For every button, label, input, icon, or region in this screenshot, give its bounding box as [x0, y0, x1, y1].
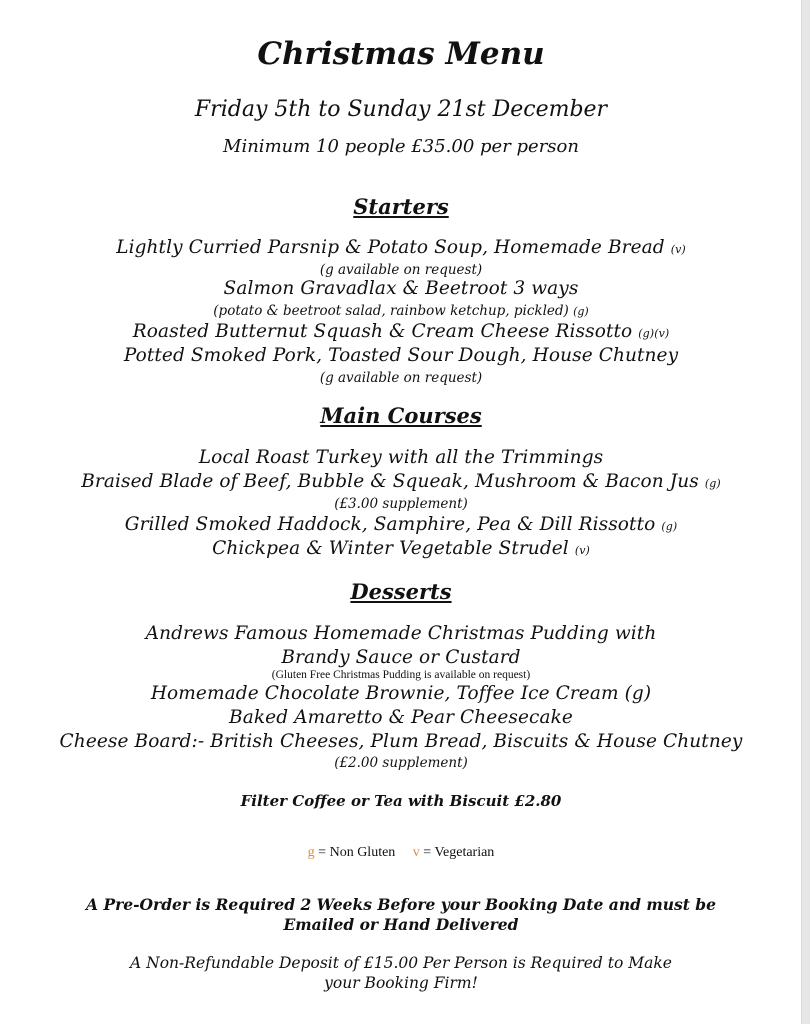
menu-dates: Friday 5th to Sunday 21st December: [194, 97, 608, 122]
legend-g-label: Non Gluten: [329, 845, 396, 860]
starter-item-3-tag: (g)(v): [638, 327, 670, 340]
main-item-2-note: (£3.00 supplement): [334, 496, 468, 512]
menu-title: Christmas Menu: [257, 36, 545, 72]
main-item-4-tag: (v): [574, 544, 590, 557]
dessert-item-2: [0, 683, 802, 704]
dessert-item-1-line2: Brandy Sauce or Custard: [281, 647, 521, 668]
main-item-4-label: Chickpea & Winter Vegetable Strudel: [212, 538, 569, 559]
starter-item-2: Salmon Gravadlax & Beetroot 3 ways: [223, 278, 579, 299]
dessert-item-1-note: (Gluten Free Christmas Pudding is available on request): [271, 669, 531, 681]
dietary-legend: [0, 845, 802, 861]
dessert-item-2-tag: (g): [624, 683, 652, 704]
deposit-line-1: A Non-Refundable Deposit of £15.00 Per Person is Required to Make: [130, 954, 672, 972]
main-item-2: [0, 471, 802, 492]
coffee-line: Filter Coffee or Tea with Biscuit £2.80: [240, 792, 562, 810]
mains-heading: Main Courses: [320, 403, 482, 428]
desserts-heading: Desserts: [350, 579, 452, 604]
legend-v-symbol: v: [412, 845, 420, 860]
preorder-line-2: Emailed or Hand Delivered: [283, 915, 519, 934]
legend-g-symbol: g: [307, 845, 315, 860]
starter-item-4: Potted Smoked Pork, Toasted Sour Dough, House Chutney: [123, 345, 679, 366]
main-item-4: [0, 538, 802, 559]
starter-item-1-note: (g available on request): [319, 262, 483, 278]
starter-item-1-label: Lightly Curried Parsnip & Potato Soup, Homemade Bread: [116, 237, 665, 258]
main-item-1: Local Roast Turkey with all the Trimmings: [198, 447, 604, 468]
main-item-2-label: Braised Blade of Beef, Bubble & Squeak, Mushroom & Bacon Jus: [81, 471, 699, 492]
starter-item-4-note: (g available on request): [319, 370, 483, 386]
main-item-3-label: Grilled Smoked Haddock, Samphire, Pea & Dill Rissotto: [124, 514, 656, 535]
starter-item-3-label: Roasted Butternut Squash & Cream Cheese Rissotto: [132, 321, 633, 342]
starter-item-2-tag: (g): [573, 305, 589, 318]
page-edge: [801, 0, 810, 1024]
starter-item-1: [0, 237, 802, 258]
starter-item-2-note-text: (potato & beetroot salad, rainbow ketchup, pickled): [213, 303, 569, 319]
main-item-2-tag: (g): [704, 477, 721, 490]
main-item-3-tag: (g): [661, 520, 678, 533]
legend-g-equals: =: [318, 845, 327, 860]
legend-v-equals: =: [423, 845, 432, 860]
preorder-line-1: A Pre-Order is Required 2 Weeks Before your Booking Date and must be: [86, 895, 716, 914]
legend-v-label: Vegetarian: [434, 845, 495, 860]
dessert-item-4-note: (£2.00 supplement): [334, 755, 468, 771]
starter-item-1-tag: (v): [670, 243, 686, 256]
dessert-item-3: Baked Amaretto & Pear Cheesecake: [229, 707, 573, 728]
dessert-item-4: Cheese Board:- British Cheeses, Plum Bread, Biscuits & House Chutney: [59, 731, 743, 752]
dessert-item-1-line1: Andrews Famous Homemade Christmas Pudding with: [145, 623, 657, 644]
main-item-3: [0, 514, 802, 535]
dessert-item-2-label: Homemade Chocolate Brownie, Toffee Ice Cream: [150, 683, 619, 704]
starters-heading: Starters: [353, 194, 449, 219]
starter-item-2-note: [0, 303, 802, 319]
menu-minimum: Minimum 10 people £35.00 per person: [223, 136, 579, 157]
deposit-line-2: your Booking Firm!: [324, 974, 478, 992]
starter-item-3: [0, 321, 802, 342]
